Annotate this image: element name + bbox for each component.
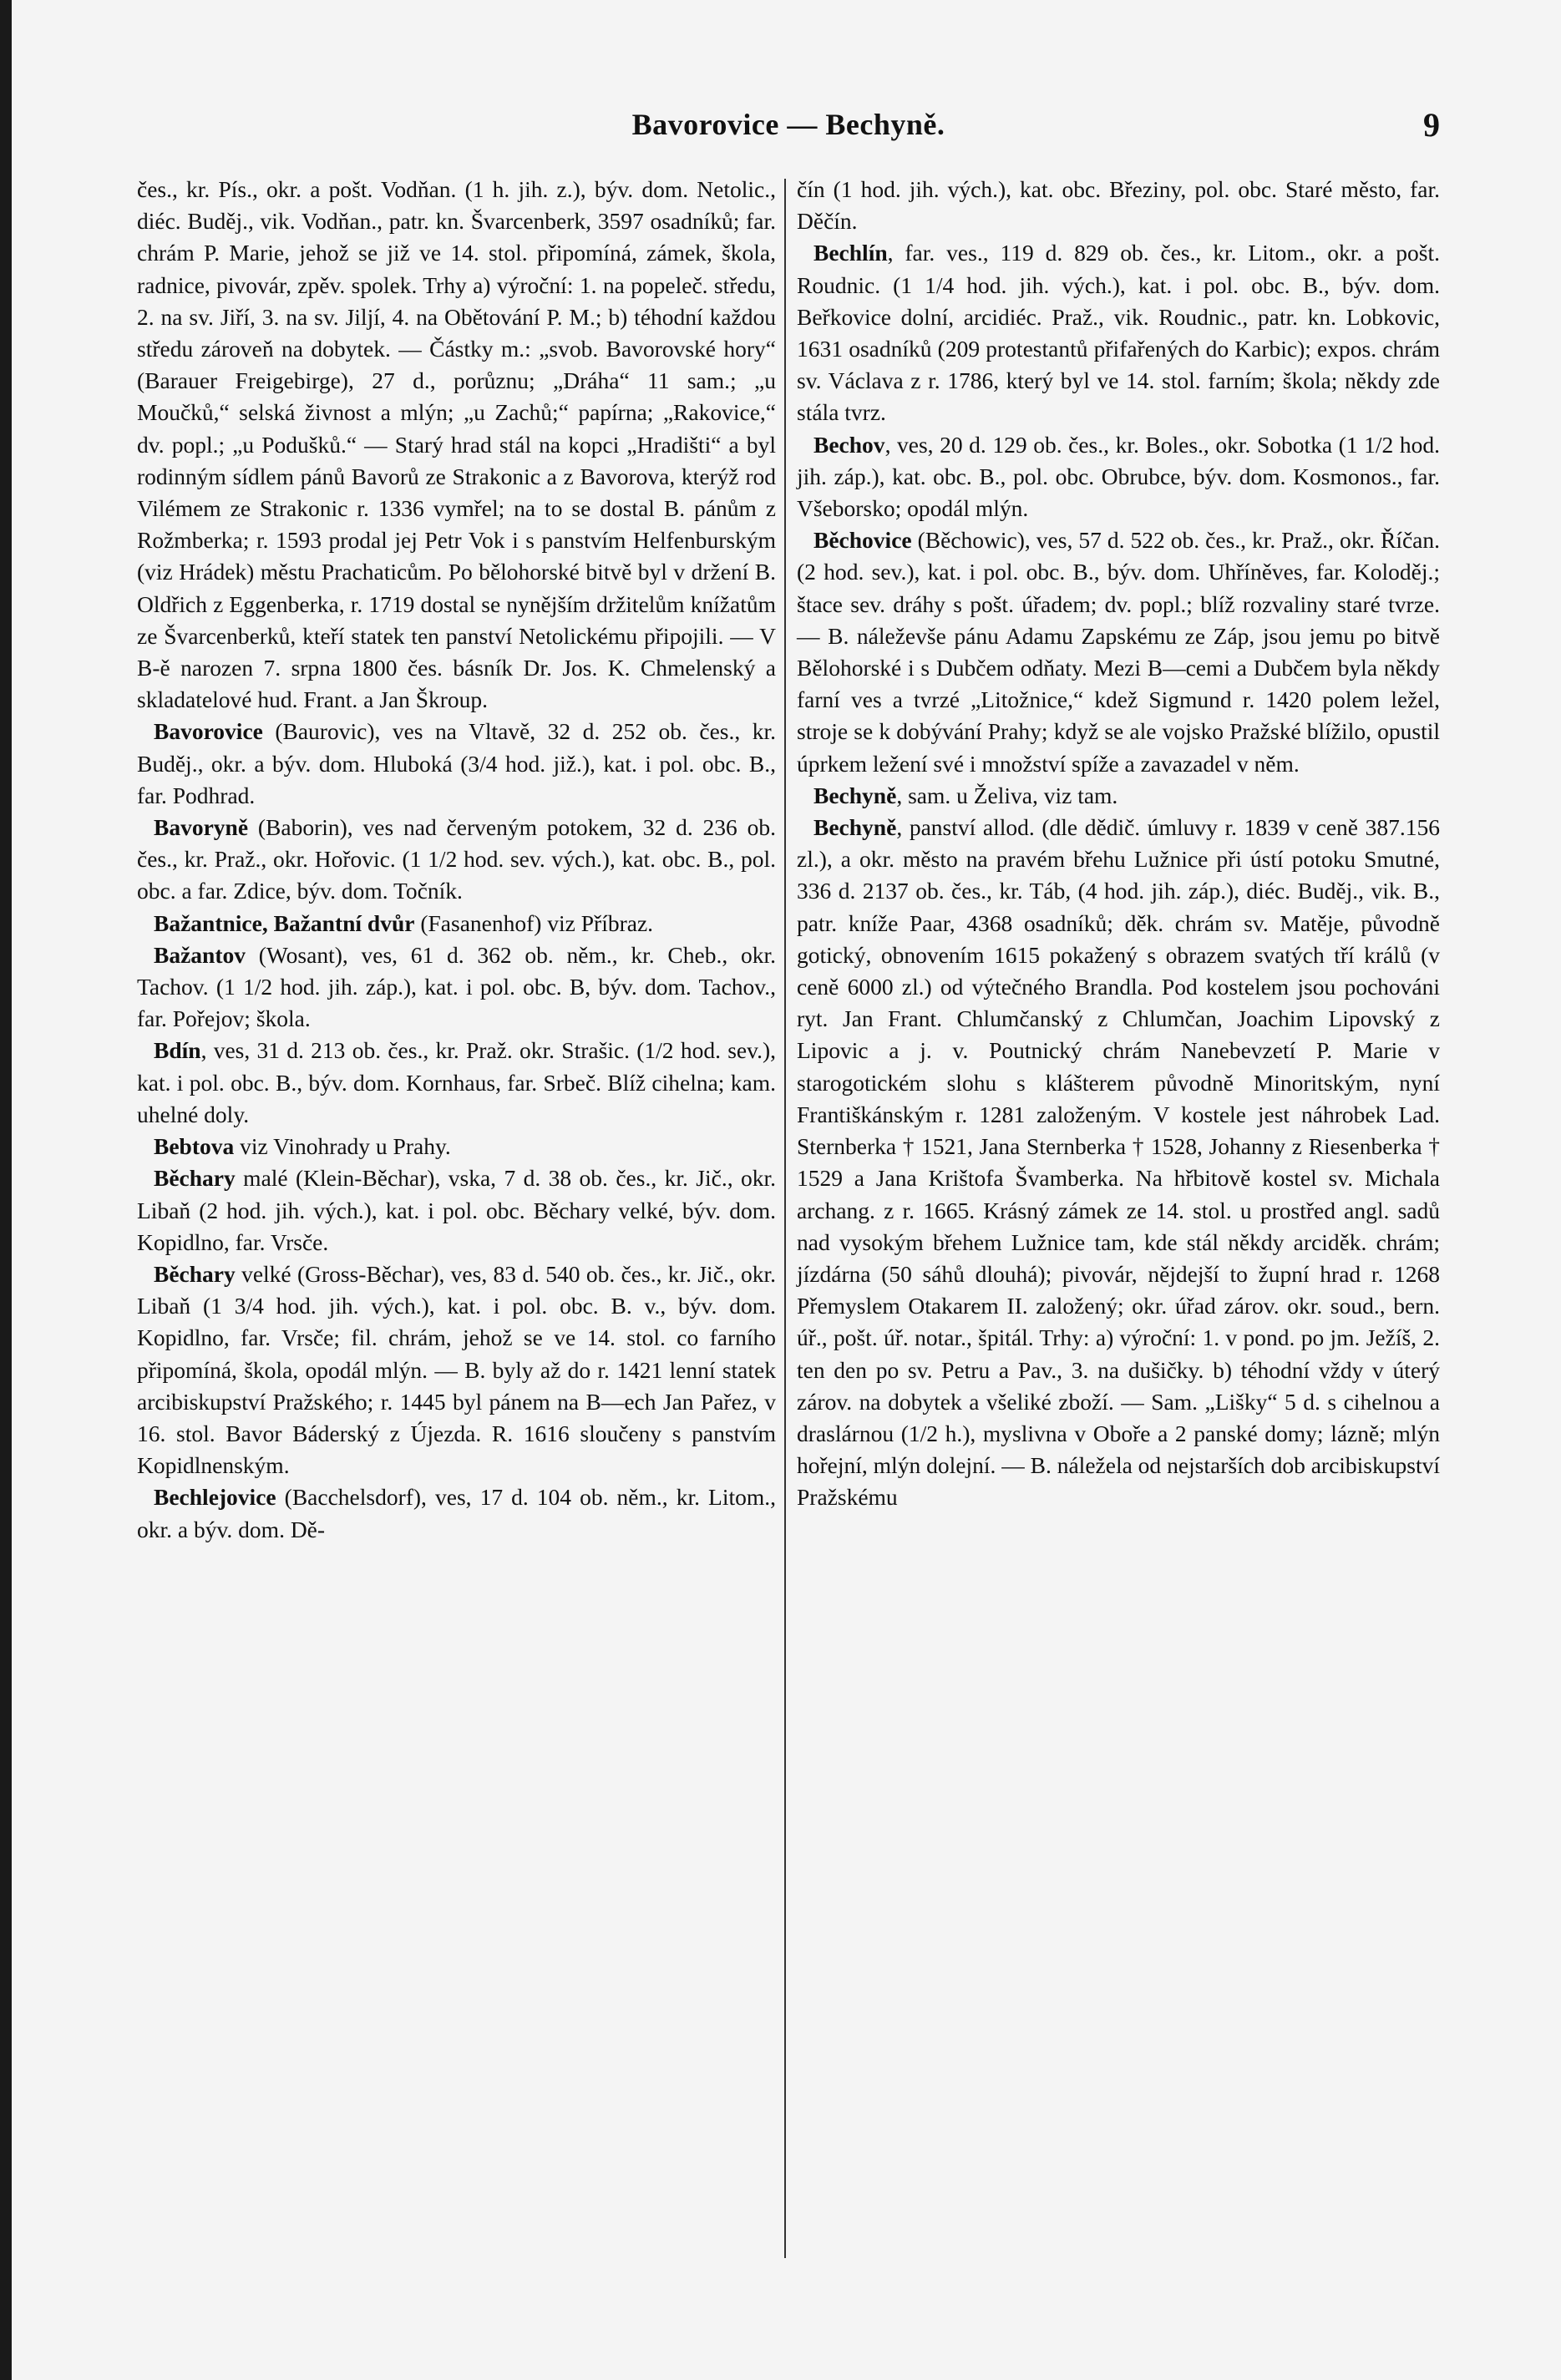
dictionary-entry <box>137 174 776 716</box>
entry-text: , ves, 31 d. 213 ob. čes., kr. Praž. okr. Strašic. (1/2 hod. sev.), kat. i pol. obc. B., býv. dom. Kornhaus, far. Srbeč. Blíž cihelna; kam. uhelné doly. <box>137 1037 776 1127</box>
dictionary-entry <box>797 812 1440 1513</box>
page-header <box>137 107 1440 157</box>
dictionary-entry <box>137 1258 776 1481</box>
page-number: 9 <box>1423 106 1440 144</box>
dictionary-entry <box>137 1162 776 1258</box>
dictionary-entry <box>797 524 1440 780</box>
entry-text: čes., kr. Pís., okr. a pošt. Vodňan. (1 h. jih. z.), býv. dom. Netolic., diéc. Buděj., vik. Vodňan., patr. kn. Švarcenberk, 3597 osadníků; far. chrám P. Marie, jehož se již ve 14. stol. připomíná, zámek, škola, radnice, pivovár, zpěv. spolek. Trhy a) výroční: 1. na popeleč. středu, 2. na sv. Jiří, 3. na sv. Jiljí, 4. na Obětování P. M.; b) téhodní každou středu zároveň na dobytek. — Částky m.: „svob. Bavorovské hory“ (Barauer Freigebirge), 27 d., porůznu; „Dráha“ 11 sam.; „u Moučků,“ selská živnost a mlýn; „u Zachů;“ papírna; „Rakovice,“ dv. popl.; „u Podušků.“ — Starý hrad stál na kopci „Hradišti“ a byl rodinným sídlem pánů Bavorů ze Strakonic a z Bavorova, kterýž rod Vilémem ze Strakonic r. 1336 vymřel; na to se dostal B. pánům z Rožmberka; r. 1593 prodal jej Petr Vok i s panstvím Helfenburským (viz Hrádek) městu Prachaticům. Po bělohorské bitvě byl v držení B. Oldřich z Eggenberka, r. 1719 dostal se nynějším držitelům knížatům ze Švarcenberků, kteří statek ten panství Netolickému připojili. — V B-ě narozen 7. srpna 1800 čes. básník Dr. Jos. K. Chmelenský a skladatelové hud. Frant. a Jan Škroup. <box>137 176 776 713</box>
entry-headword: Běchovice <box>813 527 912 554</box>
entry-text: (Baborin), ves nad červeným potokem, 32 d. 236 ob. čes., kr. Praž., okr. Hořovic. (1 1/2 hod. sev. vých.), kat. obc. B., pol. obc. a far. Zdice, býv. dom. Točník. <box>137 814 776 904</box>
entry-headword: Běchary <box>154 1165 236 1192</box>
running-head: Bavorovice — Bechyně. <box>631 108 945 141</box>
entry-headword: Bažantnice, Bažantní dvůr <box>154 909 415 936</box>
dictionary-entry <box>137 1131 776 1162</box>
entry-headword: Bechlejovice <box>154 1484 276 1511</box>
entry-headword: Bavorovice <box>154 718 263 745</box>
dictionary-entry <box>137 1481 776 1545</box>
entry-headword: Běchary <box>154 1260 236 1287</box>
column-divider <box>784 179 786 2258</box>
entry-text: viz Vinohrady u Prahy. <box>234 1133 451 1160</box>
entry-text: velké (Gross-Běchar), ves, 83 d. 540 ob. čes., kr. Jič., okr. Libaň (1 3/4 hod. jih. vých.), kat. i pol. obc. B. v., býv. dom. Kopidlno, far. Vrsče; fil. chrám, jehož se ve 14. stol. co farního připomíná, škola, opodál mlýn. — B. byly až do r. 1421 lenní statek arcibiskupství Pražského; r. 1445 byl pánem na B—ech Jan Pařez, v 16. stol. Bavor Báderský z Újezda. R. 1616 sloučeny s panstvím Kopidlnenským. <box>137 1260 776 1479</box>
dictionary-entry <box>797 237 1440 428</box>
entry-headword: Bechlín <box>813 240 888 266</box>
entry-headword: Bechyně <box>813 782 897 808</box>
dictionary-entry <box>797 780 1440 812</box>
entry-headword: Bechyně <box>813 814 897 841</box>
left-column <box>137 174 776 1546</box>
entry-text: (Baurovic), ves na Vltavě, 32 d. 252 ob. čes., kr. Buděj., okr. a býv. dom. Hluboká (3/4 hod. již.), kat. i pol. obc. B., far. Podhrad. <box>137 718 776 808</box>
entry-text: , far. ves., 119 d. 829 ob. čes., kr. Litom., okr. a pošt. Roudnic. (1 1/4 hod. jih. vých.), kat. i pol. obc. B., býv. dom. Beřkovice dolní, arcidiéc. Praž., vik. Roudnic., patr. kn. Lobkovic, 1631 osadníků (209 protestantů přifařených do Karbic); expos. chrám sv. Václava z r. 1786, který byl ve 14. stol. farním; škola; někdy zde stála tvrz. <box>797 240 1440 426</box>
dictionary-entry <box>137 716 776 812</box>
text-columns <box>137 174 1440 2312</box>
entry-text: malé (Klein-Běchar), vska, 7 d. 38 ob. čes., kr. Jič., okr. Libaň (2 hod. jih. vých.), kat. i pol. obc. Běchary velké, býv. dom. Kopidlno, far. Vrsče. <box>137 1165 776 1255</box>
dictionary-entry <box>137 939 776 1036</box>
right-column <box>797 174 1440 1514</box>
entry-headword: Bdín <box>154 1037 201 1064</box>
scanned-page <box>12 0 1561 2380</box>
entry-headword: Bechov <box>813 431 885 458</box>
entry-headword: Bažantov <box>154 941 246 968</box>
dictionary-entry <box>797 429 1440 525</box>
entry-text: (Fasanenhof) viz Příbraz. <box>414 909 654 936</box>
dictionary-entry <box>137 812 776 908</box>
entry-headword: Bebtova <box>154 1133 235 1160</box>
entry-text: , ves, 20 d. 129 ob. čes., kr. Boles., okr. Sobotka (1 1/2 hod. jih. záp.), kat. obc. B., pol. obc. Obrubce, býv. dom. Kosmonos., far. Všeborsko; opodál mlýn. <box>797 431 1440 522</box>
entry-text: čín (1 hod. jih. vých.), kat. obc. Březiny, pol. obc. Staré město, far. Děčín. <box>797 176 1440 235</box>
entry-text: , panství allod. (dle dědič. úmluvy r. 1839 v ceně 387.156 zl.), a okr. město na pravém břehu Lužnice při ústí potoku Smutné, 336 d. 2137 ob. čes., kr. Táb, (4 hod. jih. záp.), diéc. Buděj., vik. B., patr. kníže Paar, 4368 osadníků; děk. chrám sv. Matěje, původně gotický, obnovením 1615 pokažený s obrazem svatých tří králů (v ceně 6000 zl.) od výtečného Brandla. Pod kostelem jsou pochováni ryt. Jan Frant. Chlumčanský z Chlumčan, Joachim Lipovský z Lipovic a j. v. Poutnický chrám Nanebevzetí P. Marie v starogotickém slohu s klášterem původně Minoritským, nyní Františkánským r. 1281 založeným. V kostele jest náhrobek Lad. Sternberka † 1521, Jana Sternberka † 1528, Johanny z Riesenberka † 1529 a Jana Krištofa Švamberka. Na hřbitově kostel sv. Michala archang. z r. 1665. Krásný zámek ze 14. stol. u prostřed angl. sadů nad vysokým břehem Lužnice tam, kde stál někdy arciděk. chrám; jízdárna (50 sáhů dlouhá); pivovár, nějdejší to župní hrad r. 1268 Přemyslem Otakarem II. založený; okr. úřad zárov. okr. soud., bern. úř., pošt. úř. notar., špitál. Trhy: a) výroční: 1. v pond. po jm. Ježíš, 2. ten den po sv. Petru a Pav., 3. na dušičky. b) téhodní vždy v úterý zárov. na dobytek a všeliké zboží. — Sam. „Lišky“ 5 d. s cihelnou a draslárnou (1/2 h.), myslivna v Oboře a 2 panské domy; lázně; mlýn hořejní, mlýn dolejní. — B. náležela od nejstarších dob arcibiskupství Pražskému <box>797 814 1440 1511</box>
entry-text: (Wosant), ves, 61 d. 362 ob. něm., kr. Cheb., okr. Tachov. (1 1/2 hod. jih. záp.), kat. i pol. obc. B, býv. dom. Tachov., far. Pořejov; škola. <box>137 941 776 1032</box>
entry-text: (Běchowic), ves, 57 d. 522 ob. čes., kr. Praž., okr. Říčan. (2 hod. sev.), kat. i pol. obc. B., býv. dom. Uhříněves, far. Koloděj.; štace sev. dráhy s pošt. úřadem; dv. popl.; blíž rozvaliny staré tvrze. — B. náleževše pánu Adamu Zapskému ze Záp, jsou jemu po bitvě Bělohorské i s Dubčem odňaty. Mezi B—cemi a Dubčem byla někdy farní ves a tvrzé „Litožnice,“ kdež Sigmund r. 1420 polem ležel, stroje se k dobývání Prahy; když se ale vojsko Pražské blížilo, opustil úprkem ležení své i množství spíže a zavazadel v něm. <box>797 527 1440 777</box>
dictionary-entry <box>137 1035 776 1131</box>
dictionary-entry <box>137 908 776 939</box>
entry-text: (Bacchelsdorf), ves, 17 d. 104 ob. něm., kr. Litom., okr. a býv. dom. Dě- <box>137 1484 776 1542</box>
entry-headword: Bavoryně <box>154 814 249 841</box>
dictionary-entry <box>797 174 1440 237</box>
entry-text: , sam. u Želiva, viz tam. <box>896 782 1118 808</box>
